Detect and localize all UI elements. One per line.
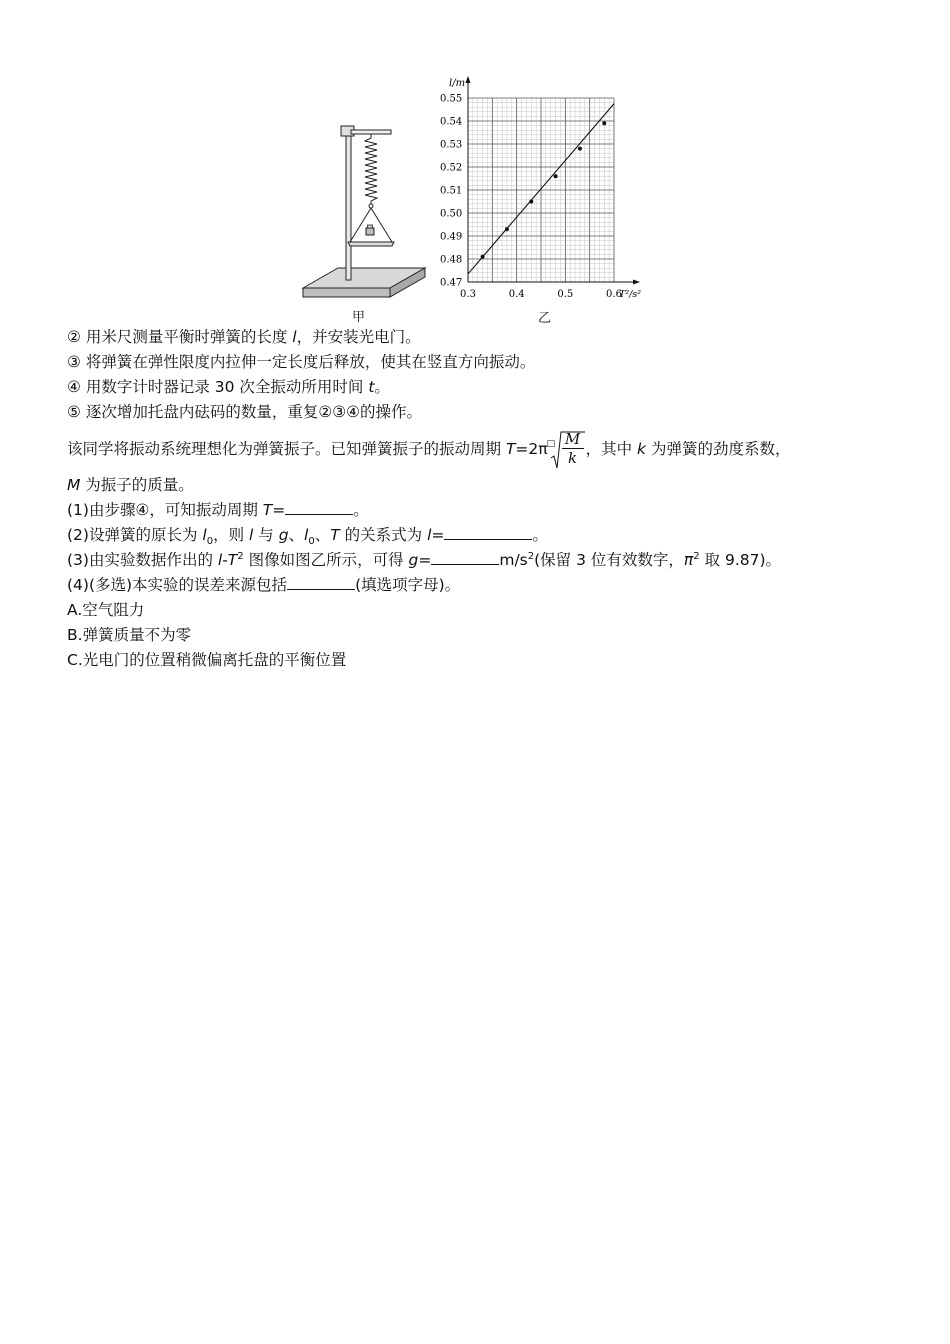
step-4-text: ④ 用数字计时器记录 30 次全振动所用时间 xyxy=(67,378,369,396)
intro-eq: =2π xyxy=(515,440,548,458)
q3-sup: 2 xyxy=(237,550,244,562)
q3-unit-sup: 2 xyxy=(527,550,535,562)
q2-text-d: 、 xyxy=(288,526,305,544)
option-a[interactable] xyxy=(67,598,887,623)
data-point xyxy=(529,200,533,204)
y-tick-label: 0.54 xyxy=(440,116,463,128)
frac-denominator: k xyxy=(568,448,578,467)
q3-answer-blank[interactable] xyxy=(431,550,499,565)
fraction-M-over-k xyxy=(562,430,584,467)
option-c-text: 光电门的位置稍微偏离托盘的平衡位置 xyxy=(82,651,347,669)
q1-tail: 。 xyxy=(353,501,369,519)
q3-var-T: T xyxy=(227,551,238,569)
q2-text-a: (2)设弹簧的原长为 xyxy=(67,526,203,544)
y-tick-label: 0.49 xyxy=(440,231,463,243)
q3-var-l: l xyxy=(217,551,223,569)
y-tick-label: 0.52 xyxy=(440,162,463,174)
spring-apparatus-illustration xyxy=(300,120,430,305)
y-tick-label: 0.47 xyxy=(440,277,463,289)
question-text xyxy=(67,325,887,673)
q3-pi: π xyxy=(683,551,694,569)
intro-text-4: 为振子的质量。 xyxy=(80,476,194,494)
q2-var-g: g xyxy=(278,526,289,544)
intro-text-2: ，其中 xyxy=(585,440,638,458)
x-tick-label: 0.6 xyxy=(606,289,622,300)
q2-tail: 。 xyxy=(532,526,548,544)
data-point xyxy=(505,227,509,231)
caption-jia: 甲 xyxy=(352,310,366,325)
x-tick-label: 0.3 xyxy=(460,289,476,300)
data-point xyxy=(481,255,485,259)
option-c[interactable] xyxy=(67,648,887,673)
option-b-text: 弹簧质量不为零 xyxy=(82,626,192,644)
q3-eq: = xyxy=(418,551,432,569)
y-tick-label: 0.53 xyxy=(440,139,463,151)
x-tick-label: 0.5 xyxy=(557,289,574,300)
step-4-tail: 。 xyxy=(374,378,390,396)
q3-text-c: (保留 3 位有效数字， xyxy=(534,551,684,569)
step-2 xyxy=(67,325,887,350)
question-1 xyxy=(67,498,887,523)
y-tick-label: 0.48 xyxy=(440,254,463,266)
var-k: k xyxy=(637,440,647,458)
step-2-text: ② 用米尺测量平衡时弹簧的长度 xyxy=(67,328,293,346)
q2-text-e: 、 xyxy=(314,526,331,544)
x-axis-label: T²/s² xyxy=(619,289,642,300)
q2-answer-blank[interactable] xyxy=(444,525,532,540)
var-T: T xyxy=(505,440,516,458)
data-point xyxy=(602,121,606,125)
var-t: t xyxy=(368,378,375,396)
intro-line-1 xyxy=(67,429,887,469)
q3-text-b: 图像如图乙所示，可得 xyxy=(243,551,409,569)
q2-var-T: T xyxy=(330,526,340,544)
sqrt-formula xyxy=(548,430,586,470)
q3-text-a: (3)由实验数据作出的 xyxy=(67,551,218,569)
figure-area xyxy=(290,70,670,325)
q2-text-b: ，则 xyxy=(213,526,250,544)
q1-text: (1)由步骤④，可知振动周期 xyxy=(67,501,263,519)
frac-numerator: M xyxy=(562,430,584,449)
q3-text-d: 取 9.87)。 xyxy=(699,551,782,569)
q3-pi-sup: 2 xyxy=(693,550,700,562)
q2-eq: = xyxy=(431,526,445,544)
var-M: M xyxy=(67,476,81,494)
q2-var-l0b: l xyxy=(304,526,309,544)
q3-unit: m/s xyxy=(499,551,528,569)
q2-sub-0b: 0 xyxy=(308,536,315,548)
option-b[interactable] xyxy=(67,623,887,648)
step-3: ③ 将弹簧在弹性限度内拉伸一定长度后释放，使其在竖直方向振动。 xyxy=(67,353,536,371)
option-c-letter: C. xyxy=(67,651,83,669)
caption-yi: 乙 xyxy=(538,311,552,326)
q1-eq: = xyxy=(272,501,286,519)
option-a-letter: A. xyxy=(67,601,83,619)
q3-dash: - xyxy=(222,551,228,569)
step-4 xyxy=(67,375,887,400)
data-point xyxy=(578,147,582,151)
q1-answer-blank[interactable] xyxy=(285,500,353,515)
q1-var-T: T xyxy=(262,501,273,519)
option-b-letter: B. xyxy=(67,626,83,644)
option-a-text: 空气阻力 xyxy=(82,601,145,619)
y-axis-label: l/m xyxy=(449,78,466,89)
y-tick-label: 0.50 xyxy=(440,208,463,220)
q2-var-l: l xyxy=(249,526,254,544)
question-4 xyxy=(67,573,887,598)
step-5: ⑤ 逐次增加托盘内砝码的数量，重复②③④的操作。 xyxy=(67,403,423,421)
intro-line-2 xyxy=(67,473,887,498)
graph-grid xyxy=(468,98,614,282)
q2-text-f: 的关系式为 xyxy=(339,526,428,544)
q3-var-g: g xyxy=(408,551,419,569)
q2-var-l2: l xyxy=(427,526,432,544)
question-3 xyxy=(67,548,887,573)
q2-sub-0: 0 xyxy=(206,536,214,548)
intro-text-1: 该同学将振动系统理想化为弹簧振子。已知弹簧振子的振动周期 xyxy=(67,440,506,458)
q4-answer-blank[interactable] xyxy=(287,575,355,590)
l-T2-graph xyxy=(430,70,655,305)
q2-text-c: 与 xyxy=(253,526,279,544)
var-l: l xyxy=(292,328,297,346)
q4-text-a: (4)(多选)本实验的误差来源包括 xyxy=(67,576,288,594)
placeholder-box: □ xyxy=(546,438,556,449)
q4-text-b: (填选项字母)。 xyxy=(355,576,461,594)
data-point xyxy=(554,174,558,178)
x-tick-label: 0.4 xyxy=(508,289,525,300)
question-2 xyxy=(67,523,887,548)
step-2-tail: ，并安装光电门。 xyxy=(296,328,421,346)
y-tick-label: 0.51 xyxy=(440,185,463,197)
y-tick-label: 0.55 xyxy=(440,93,463,105)
intro-text-3: 为弹簧的劲度系数， xyxy=(646,440,791,458)
q2-var-l0: l xyxy=(202,526,207,544)
